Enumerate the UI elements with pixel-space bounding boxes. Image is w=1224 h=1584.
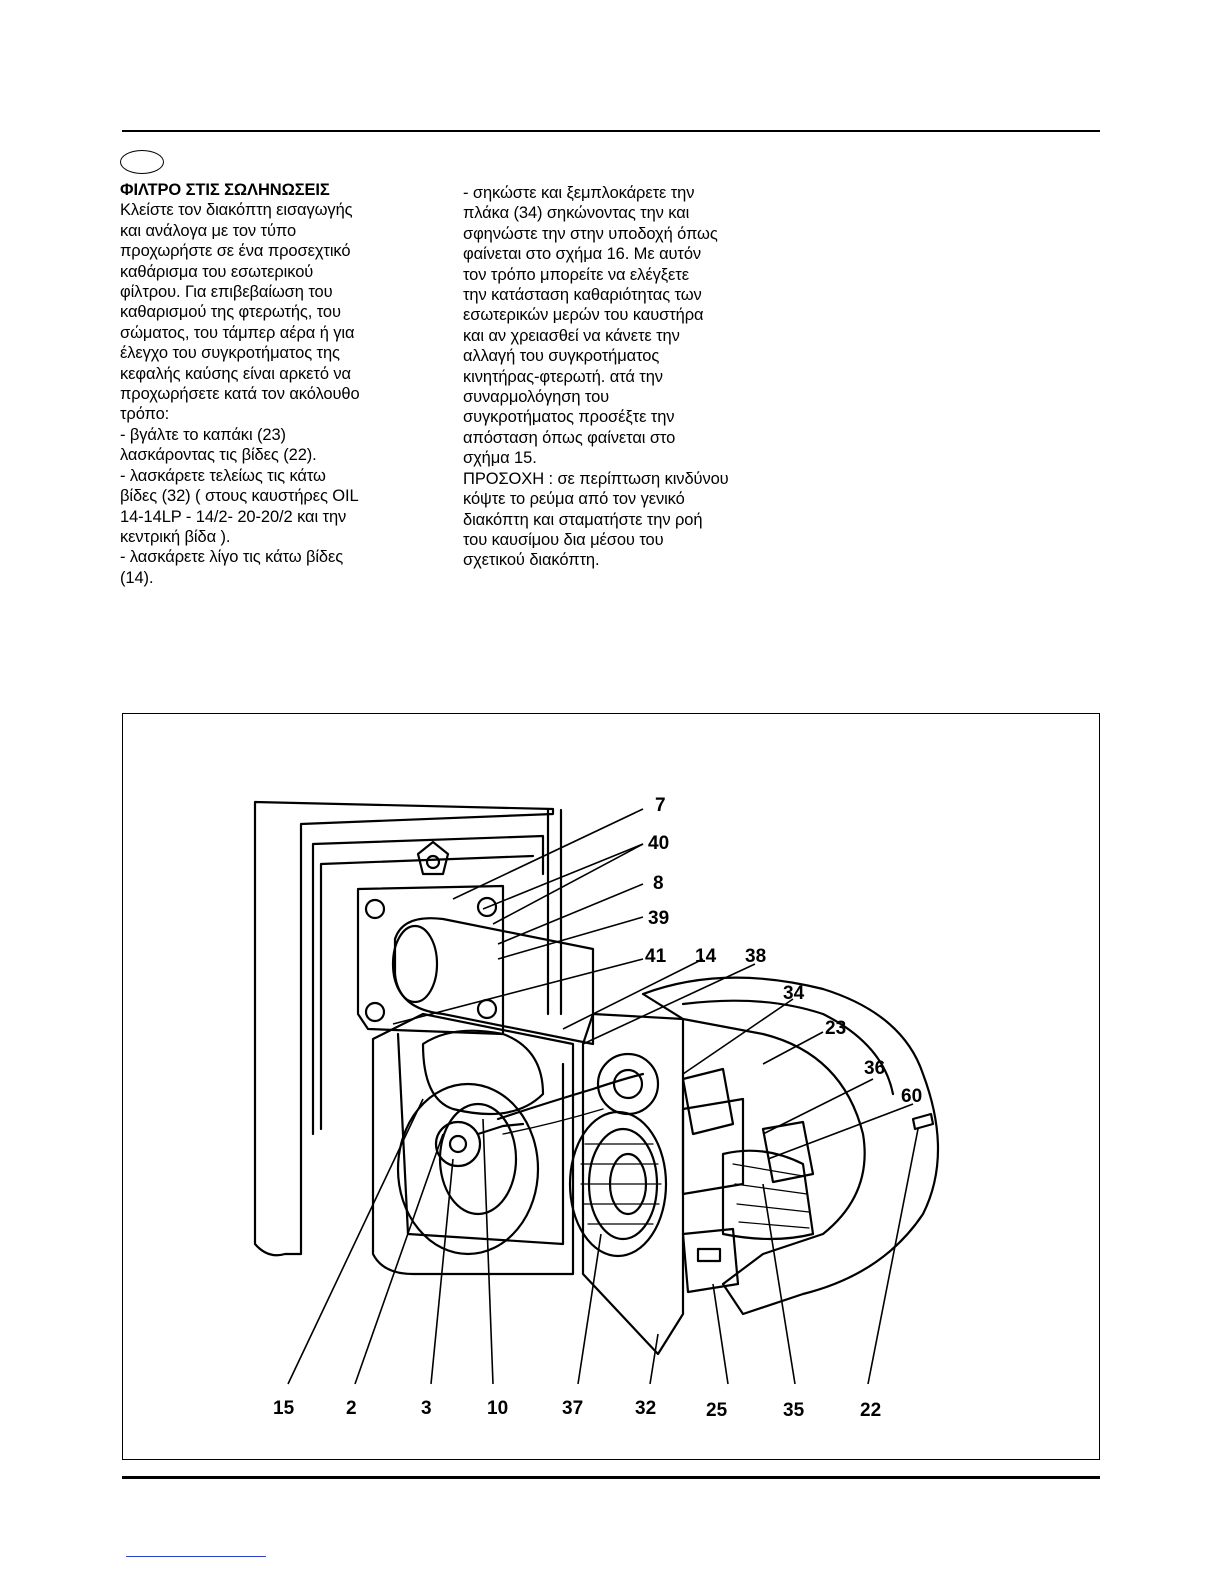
- text-line: τον τρόπο μπορείτε να ελέγξετε: [463, 265, 689, 284]
- text-line: κεντρική βίδα ).: [120, 527, 231, 546]
- text-line: και αν χρειασθεί να κάνετε την: [463, 326, 680, 345]
- wall-inner-frame: [313, 836, 543, 1134]
- label-32: 32: [635, 1398, 657, 1419]
- text-line: συγκροτήματος προσέξτε την: [463, 408, 675, 427]
- text-line: - λασκάρετε τελείως τις κάτω: [120, 466, 326, 485]
- text-line: του καυσίμου δια μέσου του: [463, 530, 664, 549]
- text-line: διακόπτη και σταματήστε την ροή: [463, 510, 703, 529]
- text-line: προχωρήσετε κατά τον ακόλουθο: [120, 385, 360, 404]
- text-line: τρόπο:: [120, 405, 170, 424]
- text-line: καθάρισμα του εσωτερικού: [120, 262, 314, 281]
- text-line: φαίνεται στο σχήμα 16. Με αυτόν: [463, 245, 702, 264]
- section-heading: ΦΙΛΤΡΟ ΣΤΙΣ ΣΩΛΗΝΩΣΕΙΣ: [120, 181, 330, 199]
- text-line: Κλείστε τον διακόπτη εισαγωγής: [120, 201, 353, 220]
- label-40: 40: [648, 833, 670, 854]
- label-14: 14: [695, 946, 717, 967]
- text-line: απόσταση όπως φαίνεται στο: [463, 428, 676, 447]
- text-line: - λασκάρετε λίγο τις κάτω βίδες: [120, 548, 344, 567]
- label-41: 41: [645, 946, 667, 967]
- text-line: προχωρήστε σε ένα προσεχτικό: [120, 242, 351, 261]
- label-37: 37: [562, 1398, 584, 1419]
- label-8: 8: [653, 873, 664, 894]
- label-34: 34: [783, 983, 805, 1004]
- text-line: σώματος, του τάμπερ αέρα ή για: [120, 323, 355, 342]
- text-line: λασκάροντας τις βίδες (22).: [120, 446, 317, 465]
- label-22: 22: [860, 1400, 882, 1421]
- text-line: εσωτερικών μερών του καυστήρα: [463, 306, 704, 325]
- text-line: (14).: [120, 568, 154, 587]
- text-line: βίδες (32) ( στους καυστήρες OIL: [120, 487, 359, 506]
- text-line: κόψτε το ρεύμα από τον γενικό: [463, 490, 685, 509]
- text-line: την κατάσταση καθαριότητας των: [463, 286, 702, 305]
- label-38: 38: [745, 946, 767, 967]
- language-flag-oval: [120, 150, 164, 174]
- label-15: 15: [273, 1398, 295, 1419]
- text-line: σχετικού διακόπτη.: [463, 551, 600, 570]
- text-line: κεφαλής καύσης είναι αρκετό να: [120, 364, 351, 383]
- text-line: έλεγχο του συγκροτήματος της: [120, 344, 340, 363]
- label-3: 3: [421, 1398, 432, 1419]
- text-line: ΠΡΟΣΟΧΗ : σε περίπτωση κινδύνου: [463, 469, 729, 488]
- label-36: 36: [864, 1058, 886, 1079]
- label-7: 7: [655, 795, 666, 816]
- label-10: 10: [487, 1398, 509, 1419]
- text-line: συναρμολόγηση του: [463, 388, 610, 407]
- label-60: 60: [901, 1086, 923, 1107]
- cover-shell: [643, 978, 938, 1314]
- burner-exploded-figure: [122, 713, 1100, 1460]
- text-line: φίλτρου. Για επιβεβαίωση του: [120, 283, 333, 302]
- label-23: 23: [825, 1018, 847, 1039]
- text-line: - σηκώστε και ξεμπλοκάρετε την: [463, 184, 695, 202]
- label-35: 35: [783, 1400, 805, 1421]
- text-line: - βγάλτε το καπάκι (23): [120, 425, 286, 444]
- motor-coil: [723, 1151, 813, 1239]
- bottom-rule: [122, 1476, 1100, 1479]
- text-line: σχήμα 15.: [463, 449, 537, 468]
- top-rule: [122, 130, 1100, 132]
- wall-plate-shape: [255, 802, 553, 1255]
- text-line: 14-14LP - 14/2- 20-20/2 και την: [120, 507, 347, 526]
- text-line: καθαρισμού της φτερωτής, του: [120, 303, 341, 322]
- footer-underline: [126, 1556, 266, 1557]
- text-line: πλάκα (34) σηκώνοντας την και: [463, 204, 690, 223]
- label-39: 39: [648, 908, 670, 929]
- label-2: 2: [346, 1398, 357, 1419]
- wall-inner-frame-2: [321, 856, 533, 1129]
- text-line: κινητήρας-φτερωτή. ατά την: [463, 367, 663, 386]
- text-line: σφηνώστε την στην υποδοχή όπως: [463, 224, 718, 243]
- text-column-right: [463, 183, 793, 571]
- cover-screw: [913, 1114, 933, 1129]
- text-line: αλλαγή του συγκροτήματος: [463, 347, 660, 366]
- combustion-tube: [395, 918, 593, 1044]
- air-damper-disc: [436, 1122, 480, 1166]
- text-line: και ανάλογα με τον τύπο: [120, 221, 297, 240]
- burner-diagram: [123, 714, 1099, 1459]
- text-column-left: [120, 180, 440, 588]
- motor-body: [683, 1099, 743, 1194]
- label-25: 25: [706, 1400, 728, 1421]
